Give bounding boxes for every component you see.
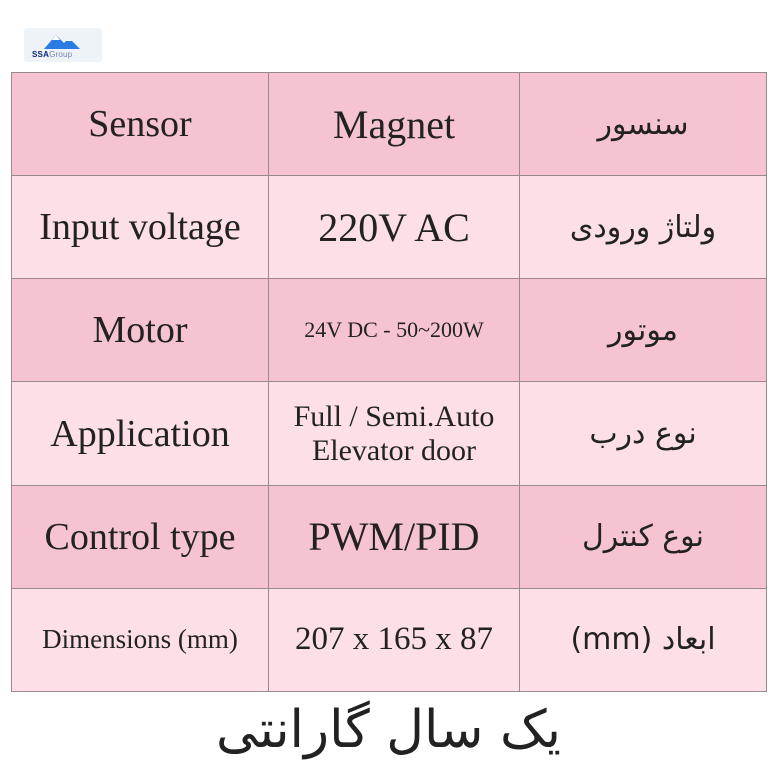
- spec-table: [11, 72, 767, 692]
- spec-value-input-voltage: 220V AC: [269, 176, 520, 279]
- spec-persian-input-voltage: ولتاژ ورودی: [520, 176, 767, 279]
- spec-value-application: [269, 382, 520, 485]
- spec-label-dimensions: Dimensions (mm): [12, 588, 269, 691]
- spec-persian-application: نوع درب: [520, 382, 767, 485]
- spec-label-motor: Motor: [12, 279, 269, 382]
- spec-label-input-voltage: Input voltage: [12, 176, 269, 279]
- spec-persian-control-type: نوع کنترل: [520, 485, 767, 588]
- spec-persian-dimensions: ابعاد (mm): [520, 588, 767, 691]
- table-row: [12, 588, 767, 691]
- mountain-logo-icon: [42, 31, 82, 51]
- spec-value-application-line2: Elevator door: [311, 433, 477, 467]
- spec-value-control-type: PWM/PID: [269, 485, 520, 588]
- table-row: [12, 279, 767, 382]
- spec-value-dimensions: 207 x 165 x 87: [269, 588, 520, 691]
- table-row: [12, 382, 767, 485]
- spec-persian-motor: موتور: [520, 279, 767, 382]
- table-row: [12, 176, 767, 279]
- spec-label-control-type: Control type: [12, 485, 269, 588]
- warranty-footer: یک سال گارانتی: [216, 700, 561, 760]
- spec-label-sensor: Sensor: [12, 73, 269, 176]
- table-row: [12, 73, 767, 176]
- spec-value-sensor: Magnet: [269, 73, 520, 176]
- ssa-group-logo: [24, 28, 102, 62]
- spec-value-application-line1: Full / Semi.Auto: [293, 399, 495, 433]
- spec-label-application: Application: [12, 382, 269, 485]
- table-row: [12, 485, 767, 588]
- spec-value-motor: 24V DC - 50~200W: [269, 279, 520, 382]
- spec-persian-sensor: سنسور: [520, 73, 767, 176]
- logo-wordmark: SSAGroup: [32, 50, 73, 59]
